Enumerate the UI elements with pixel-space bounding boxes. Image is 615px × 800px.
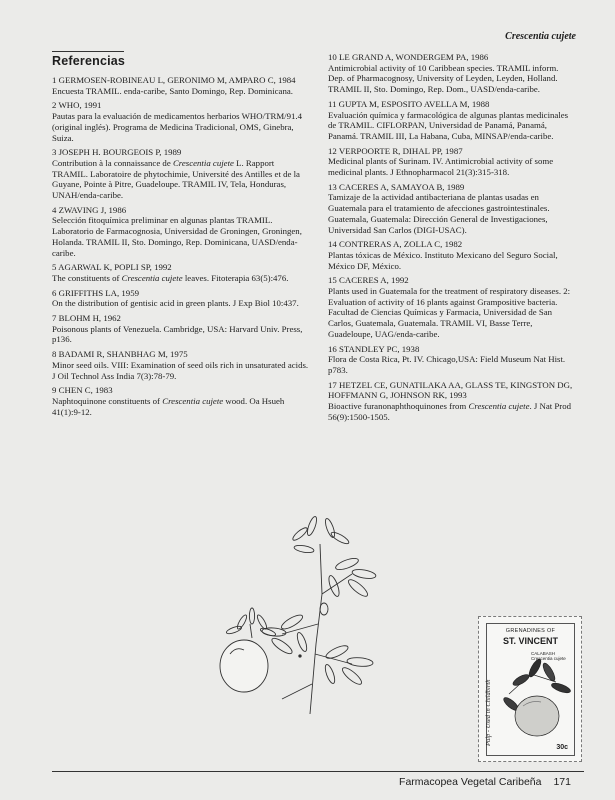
citation-text: On the distribution of gentisic acid in green plants. J Exp Biol 10:437. bbox=[52, 298, 299, 309]
postage-stamp bbox=[478, 616, 582, 762]
reference-entry bbox=[328, 52, 576, 95]
reference-citation bbox=[328, 63, 576, 95]
reference-author-year: 14 CONTRERAS A, ZOLLA C, 1982 bbox=[328, 239, 463, 250]
footer-rule bbox=[52, 771, 584, 772]
citation-text: Pautas para la evaluación de medicamentos herbarios WHO/TRM/91.4 (original inglés). Programa de Medicina Tradicional, OMS, Ginebra, Suiza. bbox=[52, 111, 302, 143]
references-left-column bbox=[52, 75, 310, 421]
reference-citation bbox=[52, 324, 310, 345]
stamp-caption-common: CALABASH bbox=[531, 651, 556, 656]
reference-citation bbox=[52, 360, 310, 381]
reference-author-year: 9 CHEN C, 1983 bbox=[52, 385, 113, 396]
reference-entry bbox=[328, 239, 576, 271]
reference-entry bbox=[328, 182, 576, 236]
citation-text: Naphtoquinone constituents of bbox=[52, 395, 163, 406]
reference-entry bbox=[52, 313, 310, 345]
calabash-branch-illustration bbox=[212, 514, 382, 719]
reference-entry bbox=[52, 349, 310, 381]
citation-text: Tamizaje de la actividad antibacteriana de plantas usadas en Guatemala para el tratamiento de afecciones gastrointestinales. Guatemala, Guatemala: Dirección General de Investigaciones, Universidad San Carlos (DIGI-USAC). bbox=[328, 192, 550, 235]
citation-text: Medicinal plants of Surinam. IV. Antimicrobial activity of some medicinal plants. J Ethnopharmacol 21(3):315-318. bbox=[328, 156, 554, 178]
reference-citation bbox=[52, 158, 310, 201]
citation-text: Selección fitoquímica preliminar en algunas plantas TRAMIL. Laboratorio de Farmacognosia, Universidad de Groningen, Groningen, Holanda. TRAMIL II, Sto. Domingo, Rep. Dominicana, UASD/enda-caribe. bbox=[52, 215, 302, 258]
reference-author-year: 2 WHO, 1991 bbox=[52, 100, 102, 111]
reference-author-year: 7 BLOHM H, 1962 bbox=[52, 313, 121, 324]
reference-citation bbox=[328, 110, 576, 142]
running-head: Crescentia cujete bbox=[505, 31, 576, 42]
reference-citation bbox=[52, 215, 310, 258]
citation-species-italic: Crescentia cujete bbox=[468, 401, 530, 412]
reference-entry bbox=[52, 75, 310, 96]
reference-entry bbox=[328, 275, 576, 339]
citation-species-italic: Crescentia cujete bbox=[162, 395, 224, 406]
reference-citation bbox=[52, 273, 310, 284]
citation-text-end: leaves. Fitoterapia 63(5):476. bbox=[182, 272, 289, 283]
citation-text: Contribution à la connaissance de bbox=[52, 157, 173, 168]
reference-entry bbox=[328, 99, 576, 142]
reference-author-year: 13 CACERES A, SAMAYOA B, 1989 bbox=[328, 181, 465, 192]
page-number: 171 bbox=[553, 776, 571, 788]
citation-text: Encuesta TRAMIL. enda-caribe, Santo Domingo, Rep. Dominicana. bbox=[52, 85, 293, 96]
reference-entry bbox=[52, 100, 310, 143]
reference-citation bbox=[52, 298, 310, 309]
reference-author-year: 4 ZWAVING J, 1986 bbox=[52, 204, 127, 215]
reference-author-year: 15 CACERES A, 1992 bbox=[328, 275, 409, 286]
citation-text: Evaluación química y farmacológica de algunas plantas medicinales de TRAMIL. CIFLORPAN, Universidad de Panamá, Panamá, Panamá. TRAMIL III, La Habana, Cuba, MINSAP/enda-caribe. bbox=[328, 109, 569, 141]
reference-entry bbox=[328, 344, 576, 376]
stamp-calabash-picture bbox=[501, 654, 575, 750]
citation-text: Antimicrobial activity of 10 Caribbean species. TRAMIL inform. Dep. of Pharmacognosy, University of Leyden, Leyden, Holland. TRAMIL II, Sto. Domingo, Rep. Dom., UASD/enda-caribe. bbox=[328, 62, 559, 95]
citation-text: Plants used in Guatemala for the treatment of respiratory diseases. 2: Evaluation of activity of 16 plants against Grampositive bacteria. Facultad de Ciencias Químicas y Farmacia, Universidad de San Carlos, Guatemala, Guatemala. TRAMIL VI, Basse Terre, Guadeloupe, UAG/enda-caribe. bbox=[328, 286, 571, 339]
stamp-side-text: Pulp - Used in Childbirth bbox=[485, 679, 492, 746]
reference-author-year: 3 JOSEPH H. BOURGEOIS P, 1989 bbox=[52, 147, 182, 158]
reference-entry bbox=[328, 146, 576, 178]
page-footer bbox=[399, 776, 571, 788]
reference-author-year: 10 LE GRAND A, WONDERGEM PA, 1986 bbox=[328, 52, 489, 62]
reference-citation bbox=[328, 156, 576, 177]
section-rule bbox=[52, 51, 124, 52]
citation-text: Minor seed oils. VIII: Examination of seed oils rich in unsaturated acids. J Oil Technol Ass India 7(3):78-79. bbox=[52, 359, 309, 381]
reference-author-year: 12 VERPOORTE R, DIHAL PP, 1987 bbox=[328, 145, 463, 156]
reference-entry bbox=[52, 205, 310, 259]
reference-author-year: 8 BADAMI R, SHANBHAG M, 1975 bbox=[52, 349, 188, 360]
reference-citation bbox=[52, 86, 310, 97]
footer-book-title: Farmacopea Vegetal Caribeña bbox=[399, 776, 542, 788]
citation-text: Plantas tóxicas de México. Instituto Mexicano del Seguro Social, México DF, México. bbox=[328, 249, 558, 271]
reference-citation bbox=[52, 396, 310, 417]
reference-citation bbox=[328, 286, 576, 340]
reference-entry bbox=[52, 147, 310, 201]
citation-text-end: . J Nat Prod 56(9):1500-1505. bbox=[328, 401, 572, 422]
stamp-value: 30c bbox=[556, 744, 568, 751]
citation-species-italic: Crescentia cujete bbox=[121, 272, 183, 283]
reference-entry bbox=[52, 288, 310, 309]
reference-author-year: 17 HETZEL CE, GUNATILAKA AA, GLASS TE, KINGSTON DG, HOFFMANN G, JOHNSON RK, 1993 bbox=[328, 379, 573, 401]
citation-text: Flora de Costa Rica, Pt. IV. Chicago,USA: Field Museum Nat Hist. p783. bbox=[328, 354, 566, 375]
reference-entry bbox=[328, 380, 576, 423]
stamp-frame bbox=[486, 623, 575, 756]
citation-text: Poisonous plants of Venezuela. Cambridge, USA: Harvard Univ. Press, p136. bbox=[52, 323, 303, 345]
reference-author-year: 6 GRIFFITHS LA, 1959 bbox=[52, 287, 139, 298]
reference-entry bbox=[52, 385, 310, 417]
reference-entry bbox=[52, 262, 310, 283]
reference-citation bbox=[328, 401, 576, 422]
references-right-column bbox=[328, 52, 576, 427]
citation-text: The constituents of bbox=[52, 272, 122, 283]
reference-citation bbox=[328, 354, 576, 375]
reference-author-year: 16 STANDLEY PC, 1938 bbox=[328, 343, 420, 354]
section-title: Referencias bbox=[52, 54, 126, 68]
stamp-caption-latin: Crescentia cujete bbox=[531, 656, 566, 661]
citation-text: Bioactive furanonaphthoquinones from bbox=[328, 401, 469, 412]
stamp-country-name: ST. VINCENT bbox=[502, 636, 558, 646]
reference-citation bbox=[52, 111, 310, 143]
reference-author-year: 11 GUPTA M, ESPOSITO AVELLA M, 1988 bbox=[328, 98, 490, 109]
reference-citation bbox=[328, 192, 576, 235]
reference-author-year: 5 AGARWAL K, POPLI SP, 1992 bbox=[52, 262, 172, 273]
reference-citation bbox=[328, 250, 576, 271]
citation-text-end: L. Rapport TRAMIL. Laboratoire de phytochimie, Université des Antilles et de la Guyane, Pointe à Pitre, Guadeloupe. TRAMIL IV, Tela, Honduras, UNAH/enda-caribe. bbox=[52, 157, 300, 201]
stamp-country-top: GRENADINES OF bbox=[505, 628, 556, 634]
citation-species-italic: Crescentia cujete bbox=[172, 157, 234, 168]
citation-text-end: wood. Oa Hsueh 41(1):9-12. bbox=[52, 395, 285, 417]
reference-author-year: 1 GERMOSEN-ROBINEAU L, GERONIMO M, AMPARO C, 1984 bbox=[52, 75, 296, 85]
